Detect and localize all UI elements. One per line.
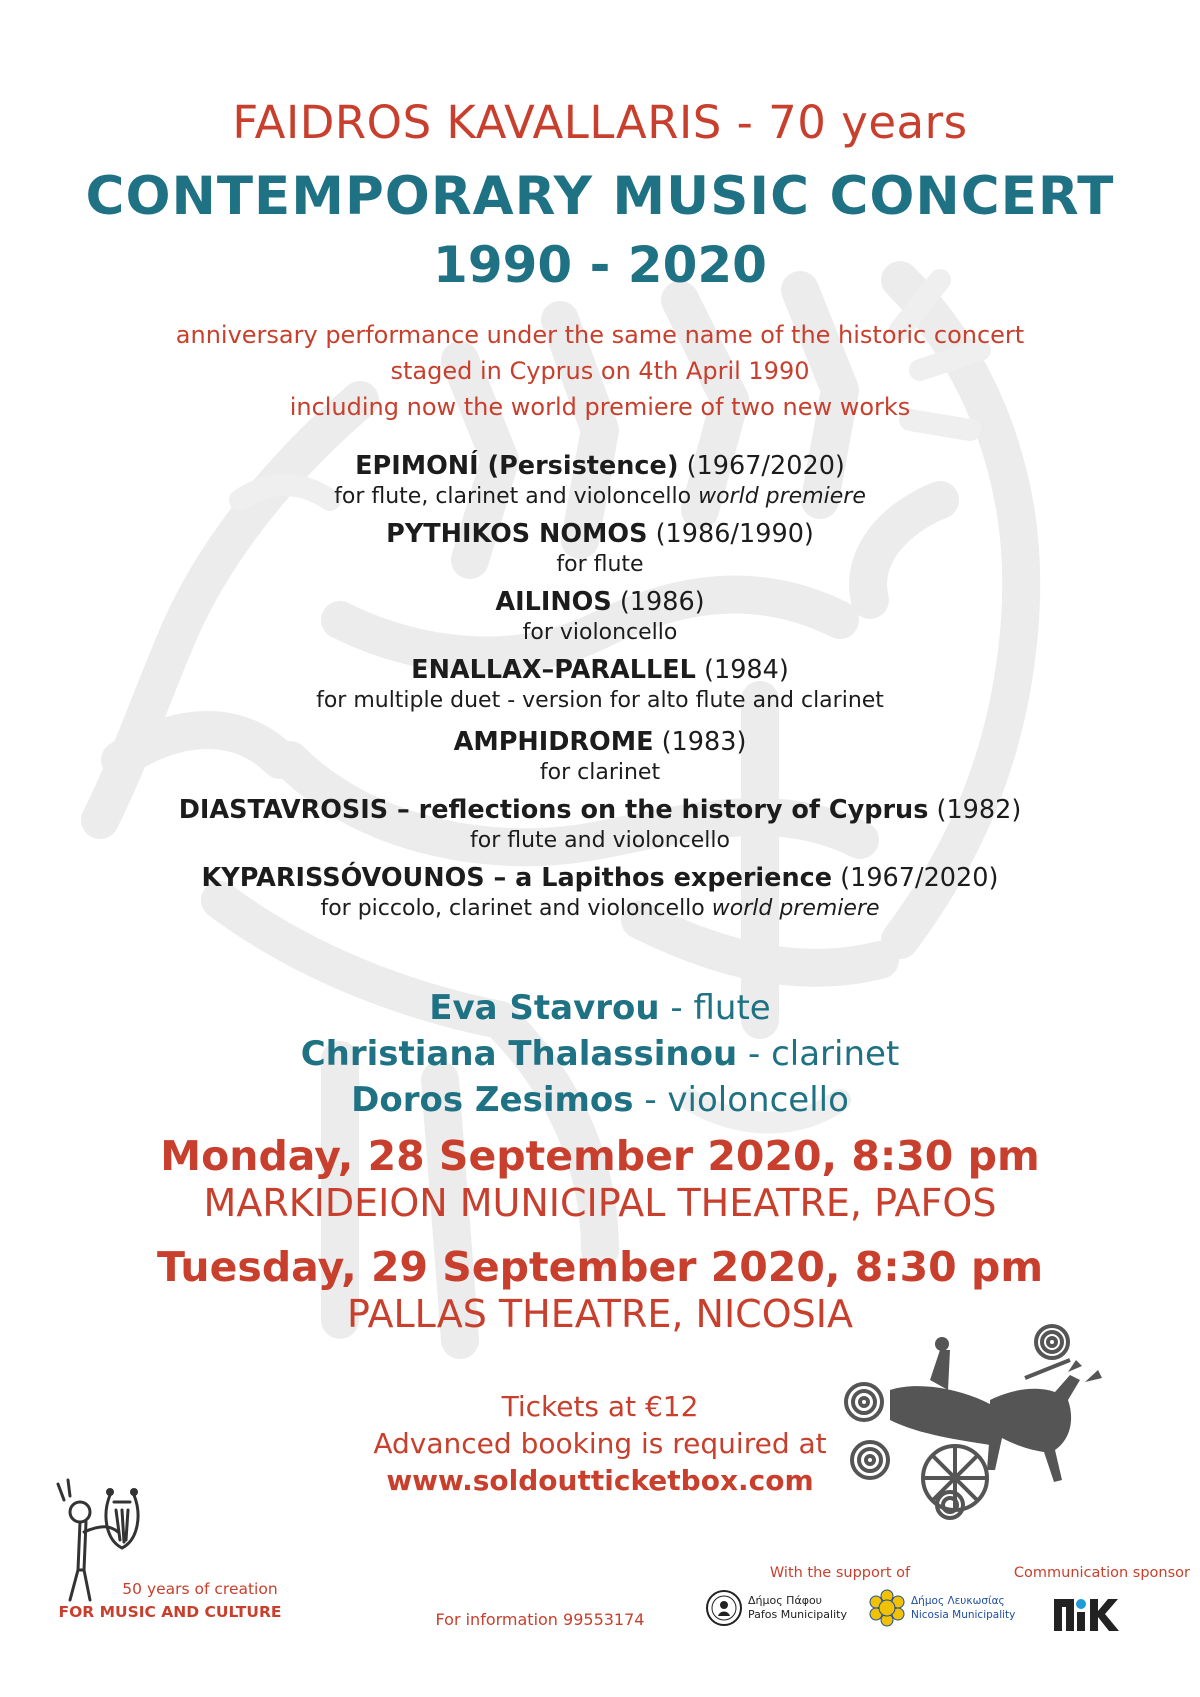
concert-years: 1990 - 2020 [433, 236, 767, 294]
work-year: (1967/2020) [678, 451, 845, 481]
work-year: (1982) [928, 795, 1022, 825]
work-title: PYTHIKOS NOMOS [386, 519, 648, 549]
event-date: Tuesday, 29 September 2020, 8:30 pm [156, 1243, 1044, 1291]
work-premiere-note: world premiere [711, 896, 880, 921]
performer-role: - violoncello [633, 1080, 849, 1120]
pafos-logo-text [748, 1594, 847, 1622]
work-item [0, 586, 1200, 648]
work-year: (1984) [695, 655, 789, 685]
ticket-price: Tickets at €12 [501, 1390, 699, 1423]
work-instruments: for multiple duet - version for alto flute and clarinet [316, 688, 884, 713]
work-instruments: for flute, clarinet and violoncello [334, 484, 699, 509]
nicosia-seal-icon [867, 1588, 907, 1628]
work-instruments: for flute [556, 552, 644, 577]
event-nicosia [0, 1243, 1200, 1337]
intro-line-1: anniversary performance under the same name of the historic concert [175, 321, 1025, 349]
work-premiere-note: world premiere [698, 484, 866, 509]
work-item [0, 726, 1200, 788]
creation-line-2: FOR MUSIC AND CULTURE [58, 1603, 282, 1621]
support-label: With the support of [769, 1565, 911, 1581]
work-title: EPIMONÍ (Persistence) [355, 451, 679, 481]
performer-name: Christiana Thalassinou [300, 1034, 738, 1074]
creation-line-1: 50 years of creation [122, 1580, 278, 1598]
work-item [0, 518, 1200, 580]
pafos-name-greek: Δήμος Πάφου [748, 1594, 823, 1607]
work-instruments: for clarinet [539, 760, 661, 785]
nicosia-municipality-logo [867, 1588, 1017, 1638]
work-item [0, 654, 1200, 716]
work-instruments: for flute and violoncello [469, 828, 730, 853]
work-year: (1986/1990) [647, 519, 814, 549]
ticket-website-link[interactable]: www.soldoutticketbox.com [386, 1464, 814, 1497]
performer [0, 1031, 1200, 1077]
booking-note: Advanced booking is required at [373, 1427, 827, 1460]
event-venue: MARKIDEION MUNICIPAL THEATRE, PAFOS [203, 1181, 997, 1225]
pafos-municipality-logo [704, 1588, 864, 1638]
concert-title: CONTEMPORARY MUSIC CONCERT [85, 166, 1115, 227]
tickets-info [260, 1388, 940, 1499]
work-title: ENALLAX–PARALLEL [411, 655, 696, 685]
event-date: Monday, 28 September 2020, 8:30 pm [160, 1132, 1040, 1180]
work-item [0, 450, 1200, 512]
work-title: DIASTAVROSIS – reflections on the history of Cyprus [178, 795, 929, 825]
work-title: AMPHIDROME [453, 727, 654, 757]
nicosia-name-greek: Δήμος Λευκωσίας [911, 1595, 1005, 1607]
performer [0, 1077, 1200, 1123]
work-instruments: for piccolo, clarinet and violoncello [320, 896, 712, 921]
work-item [0, 794, 1200, 856]
pafos-seal-icon [704, 1588, 744, 1628]
performer-role: - flute [659, 988, 771, 1028]
nicosia-logo-text [911, 1594, 1015, 1622]
composer-anniversary-title: FAIDROS KAVALLARIS - 70 years [232, 96, 968, 149]
event-venue: PALLAS THEATRE, NICOSIA [347, 1292, 853, 1336]
event-pafos [0, 1132, 1200, 1226]
work-title: KYPARISSÓVOUNOS – a Lapithos experience [201, 863, 833, 893]
creation-caption [0, 1578, 340, 1624]
pafos-name-english: Pafos Municipality [748, 1608, 847, 1621]
communication-sponsor-label: Communication sponsor [1013, 1565, 1190, 1581]
performer-role: - clarinet [737, 1034, 900, 1074]
intro-line-3: including now the world premiere of two new works [289, 393, 911, 421]
work-item [0, 862, 1200, 924]
performer [0, 985, 1200, 1031]
work-year: (1983) [653, 727, 747, 757]
work-title: AILINOS [495, 587, 612, 617]
performers-list [0, 985, 1200, 1123]
intro-line-2: staged in Cyprus on 4th April 1990 [390, 357, 810, 385]
intro-text [0, 317, 1200, 425]
performer-name: Doros Zesimos [351, 1080, 634, 1120]
info-phone: For information 99553174 [435, 1610, 645, 1629]
performer-name: Eva Stavrou [429, 988, 660, 1028]
rik-logo [1052, 1595, 1122, 1635]
work-instruments: for violoncello [522, 620, 678, 645]
nicosia-name-english: Nicosia Municipality [911, 1609, 1016, 1621]
work-year: (1967/2020) [832, 863, 999, 893]
work-year: (1986) [611, 587, 705, 617]
